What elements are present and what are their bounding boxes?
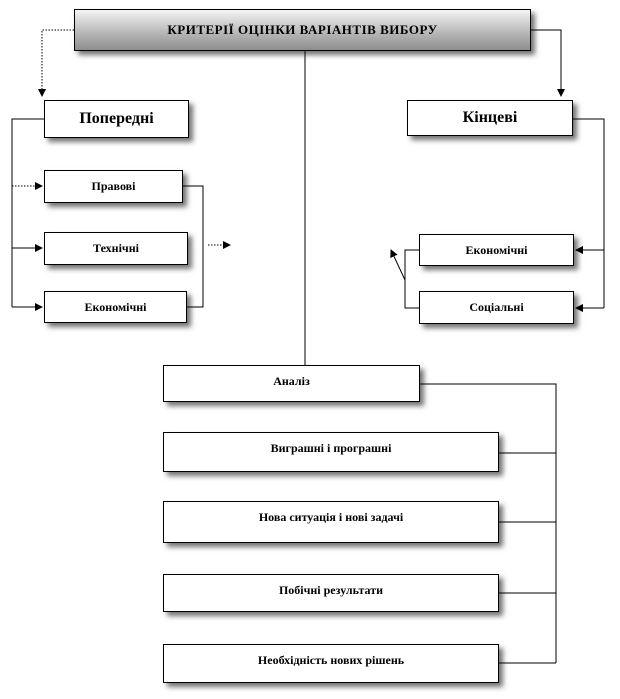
final-item-label: Соціальні	[469, 300, 524, 314]
preliminary-item-technical	[44, 232, 188, 265]
preliminary-item-label: Економічні	[84, 299, 147, 314]
connector-title-to-final	[531, 30, 561, 96]
final-criteria-label: Кінцеві	[462, 109, 518, 126]
final-criteria-box	[407, 100, 573, 136]
final-item-label: Економічні	[465, 242, 528, 257]
analysis-box	[163, 365, 420, 402]
diagram-title: КРИТЕРІЇ ОЦІНКИ ВАРІАНТІВ ВИБОРУ	[167, 22, 438, 37]
wins-losses-box	[163, 432, 499, 472]
preliminary-item-economic	[44, 291, 187, 323]
new-decisions-need-box	[163, 644, 499, 683]
analysis-item-label: Нова ситуація і нові задачі	[258, 510, 404, 524]
analysis-item-label: Побічні результати	[278, 583, 384, 597]
final-item-social	[419, 291, 574, 324]
new-situation-box	[163, 501, 499, 543]
final-item-economic	[419, 234, 574, 266]
preliminary-criteria-label: Попередні	[79, 110, 154, 127]
analysis-item-label: Виграшні і програшні	[270, 441, 392, 455]
connector-preliminary-right	[183, 186, 230, 307]
analysis-item-label: Аналіз	[273, 374, 310, 388]
preliminary-item-legal	[44, 170, 183, 203]
connector-final-left	[391, 250, 419, 308]
preliminary-item-label: Правові	[91, 179, 136, 193]
connector-title-to-preliminary	[42, 30, 74, 96]
side-results-box	[163, 574, 499, 612]
connector-preliminary-bracket	[12, 119, 44, 307]
analysis-item-label: Необхідність нових рішень	[257, 653, 405, 667]
title-box	[74, 9, 531, 51]
preliminary-item-label: Технічні	[93, 241, 139, 255]
connector-final-bracket	[573, 119, 604, 308]
preliminary-criteria-box	[44, 100, 189, 138]
